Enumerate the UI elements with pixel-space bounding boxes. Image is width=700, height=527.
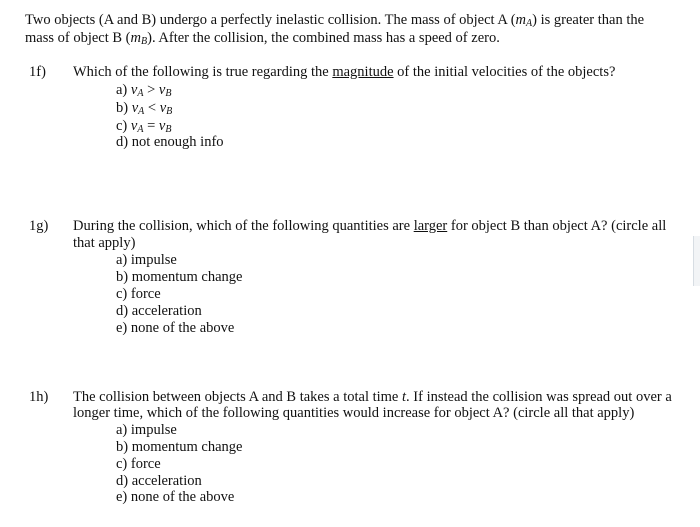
question-text: of the initial velocities of the objects? [393, 64, 616, 80]
intro-text: mass of object B ( [25, 30, 131, 46]
mass-subscript: A [526, 18, 533, 29]
option-1h-c: c) force [116, 456, 161, 472]
intro-line-1 [25, 12, 644, 32]
option-label: a) [116, 82, 131, 98]
operator: > [143, 82, 159, 98]
question-1h-line-2: longer time, which of the following quantities would increase for object A? (circle all that apply) [73, 405, 635, 421]
velocity-symbol: v [130, 82, 138, 98]
velocity-subscript: A [138, 106, 145, 117]
underlined-word: magnitude [332, 64, 394, 80]
question-text: During the collision, which of the following quantities are [73, 218, 414, 234]
intro-text: Two objects (A and B) undergo a perfectly inelastic collision. The mass of object A ( [25, 12, 516, 28]
question-text: . If instead the collision was spread out over a [406, 389, 672, 405]
question-1g-line-1 [73, 218, 666, 235]
velocity-subscript: A [137, 88, 144, 99]
velocity-symbol: v [158, 118, 166, 134]
operator: < [144, 100, 160, 116]
question-text: Which of the following is true regarding the [73, 64, 333, 80]
option-label: b) [116, 100, 132, 116]
velocity-symbol: v [159, 100, 167, 116]
option-1g-b: b) momentum change [116, 269, 243, 285]
underlined-word: larger [413, 218, 448, 234]
velocity-symbol: v [131, 100, 139, 116]
option-1h-a: a) impulse [116, 422, 177, 438]
intro-text: ) is greater than the [532, 12, 645, 28]
option-1h-d: d) acceleration [116, 473, 202, 489]
operator: = [143, 118, 159, 134]
question-number-1h: 1h) [29, 389, 49, 405]
option-1g-d: d) acceleration [116, 303, 202, 319]
velocity-subscript: A [137, 124, 144, 135]
option-label: c) [116, 118, 131, 134]
velocity-symbol: v [130, 118, 138, 134]
option-1g-e: e) none of the above [116, 320, 235, 336]
velocity-subscript: B [166, 106, 173, 117]
option-1h-b: b) momentum change [116, 439, 243, 455]
question-text: The collision between objects A and B takes a total time [73, 389, 402, 405]
option-1f-a [116, 82, 171, 102]
intro-text: ). After the collision, the combined mass has a speed of zero. [147, 30, 500, 46]
option-1h-e: e) none of the above [116, 489, 235, 505]
velocity-subscript: B [165, 124, 172, 135]
option-1g-a: a) impulse [116, 252, 177, 268]
velocity-subscript: B [165, 88, 172, 99]
scrollbar-edge[interactable] [693, 236, 700, 286]
option-1f-b [116, 100, 172, 120]
mass-symbol: m [515, 12, 527, 28]
option-1g-c: c) force [116, 286, 161, 302]
question-1g-line-2: that apply) [73, 235, 136, 251]
question-1f-text [73, 64, 615, 81]
intro-line-2 [25, 30, 500, 50]
question-number-1g: 1g) [29, 218, 49, 234]
question-text: for object B than object A? (circle all [447, 218, 667, 234]
question-1h-line-1 [73, 389, 672, 406]
time-symbol: t [402, 389, 407, 405]
mass-symbol: m [130, 30, 141, 46]
option-1f-d: d) not enough info [116, 134, 224, 150]
velocity-symbol: v [158, 82, 166, 98]
question-number-1f: 1f) [29, 64, 46, 80]
mass-subscript: B [141, 36, 148, 47]
